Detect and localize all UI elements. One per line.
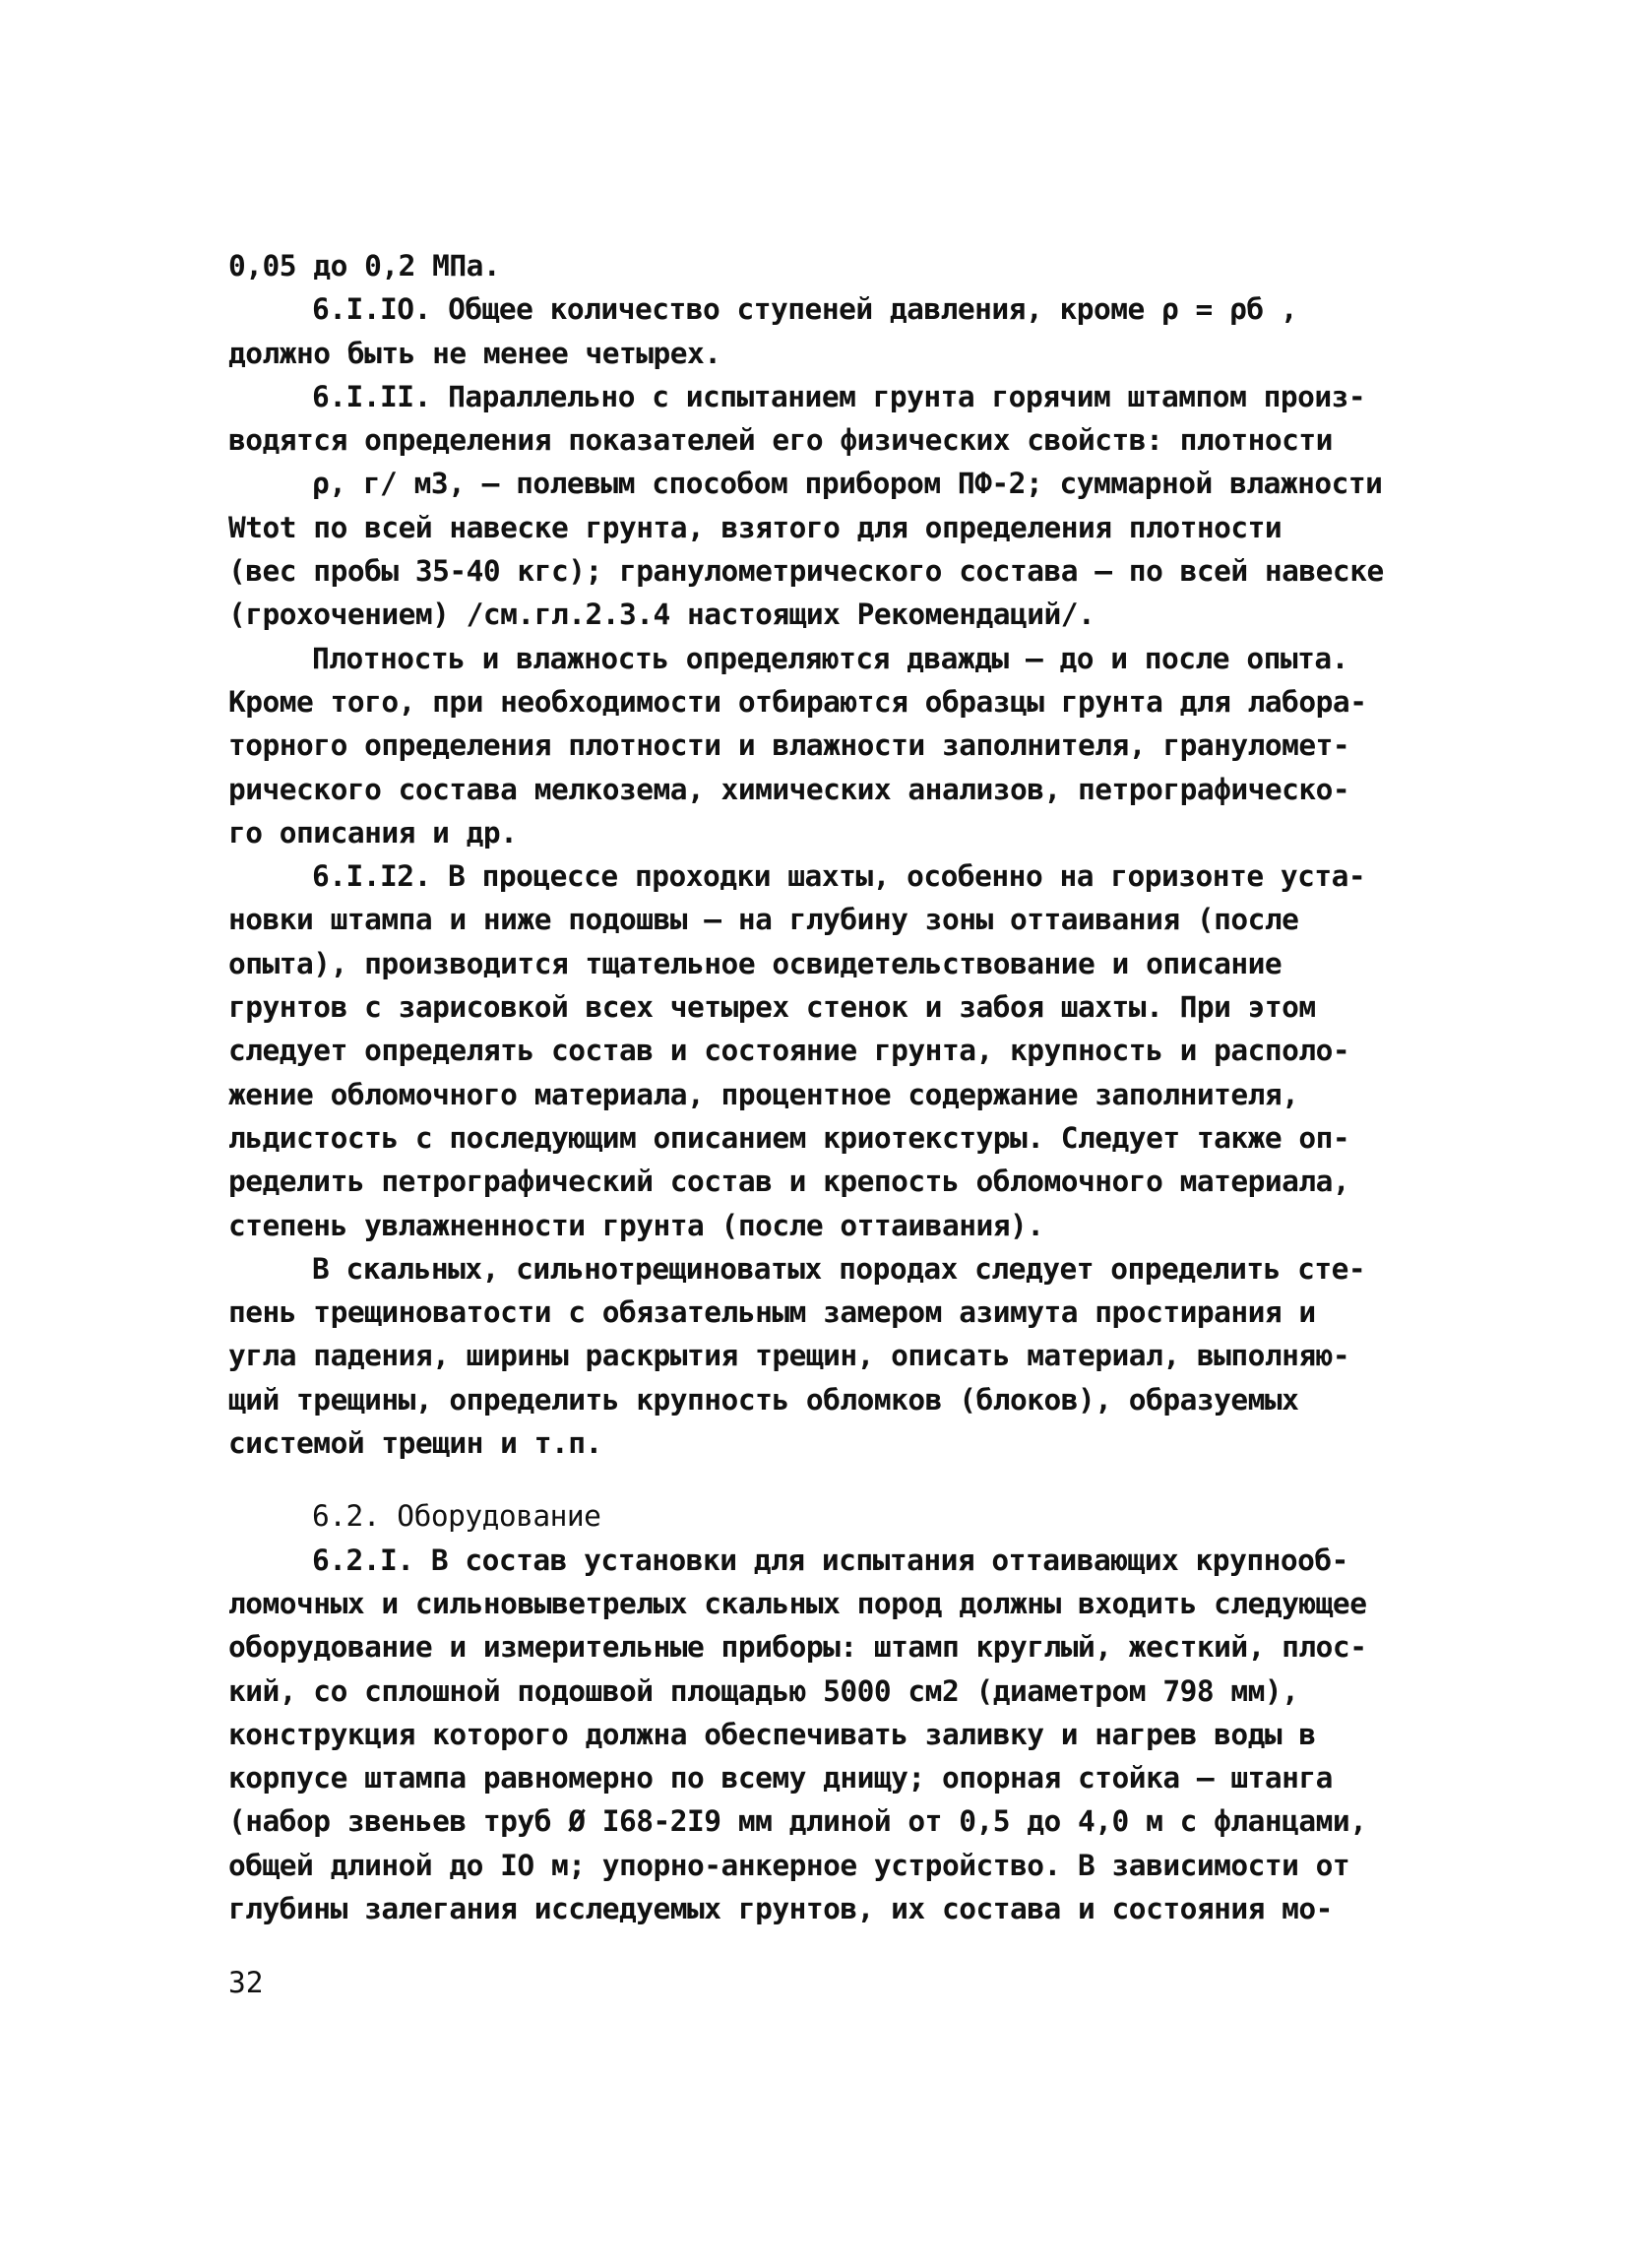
text-line: (набор звеньев труб Ø I68-2I9 мм длиной от 0,5 до 4,0 м с фланцами, (228, 1804, 1367, 1839)
text-line: 6.I.I2. В процессе проходки шахты, особенно на горизонте уста- (312, 859, 1366, 894)
text-line: рического состава мелкозема, химических анализов, петрографическо- (228, 772, 1350, 806)
text-line: жение обломочного материала, процентное содержание заполнителя, (228, 1077, 1299, 1111)
text-line: Кроме того, при необходимости отбираются образцы грунта для лабора- (228, 684, 1367, 719)
text-line: 6.I.II. Параллельно с испытанием грунта горячим штампом произ- (312, 379, 1366, 413)
text-line: системой трещин и т.п. (228, 1426, 602, 1461)
body-text (228, 244, 1419, 1930)
text-line: щий трещины, определить крупность обломков (блоков), образуемых (228, 1382, 1299, 1417)
text-line: следует определять состав и состояние грунта, крупность и располо- (228, 1034, 1350, 1068)
text-line: (грохочением) /см.гл.2.3.4 настоящих Рекомендаций/. (228, 598, 1095, 632)
text-line: угла падения, ширины раскрытия трещин, описать материал, выполняю- (228, 1339, 1350, 1373)
text-line: го описания и др. (228, 815, 518, 850)
text-line: ломочных и сильновыветрелых скальных пород должны входить следующее (228, 1586, 1367, 1620)
text-line: 6.2.I. В состав установки для испытания оттаивающих крупнооб- (312, 1543, 1348, 1577)
spacer (228, 1465, 1419, 1494)
text-line: пень трещиноватости с обязательным замером азимута простирания и (228, 1295, 1316, 1330)
text-line: 6.I.IO. Общее количество ступеней давления, кроме ρ = ρб , (312, 292, 1298, 327)
text-line: 0,05 до 0,2 МПа. (228, 249, 501, 283)
page-number: 32 (228, 1966, 264, 1999)
text-line: глубины залегания исследуемых грунтов, их состава и состояния мо- (228, 1891, 1333, 1925)
text-line: грунтов с зарисовкой всех четырех стенок и забоя шахты. При этом (228, 990, 1316, 1025)
text-line: новки штампа и ниже подошвы – на глубину зоны оттаивания (после (228, 903, 1299, 937)
text-line: (вес пробы 35-40 кгс); гранулометрического состава – по всей навеске (228, 554, 1384, 589)
text-line: ρ, г/ м3, – полевым способом прибором ПФ-2; суммарной влажности (312, 467, 1383, 501)
text-line: опыта), производится тщательное освидетельствование и описание (228, 946, 1283, 980)
text-line: Wtot по всей навеске грунта, взятого для определения плотности (228, 510, 1283, 544)
text-line: ределить петрографический состав и крепость обломочного материала, (228, 1165, 1350, 1199)
text-line: льдистость с последующим описанием криотекстуры. Следует также оп- (228, 1120, 1350, 1155)
text-line: степень увлажненности грунта (после оттаивания). (228, 1208, 1044, 1242)
text-line: торного определения плотности и влажности заполнителя, грануломет- (228, 728, 1350, 763)
text-line: кий, со сплошной подошвой площадью 5000 см2 (диаметром 798 мм), (228, 1673, 1299, 1708)
text-line: должно быть не менее четырех. (228, 336, 721, 370)
text-line: В скальных, сильнотрещиноватых породах следует определить сте- (312, 1251, 1366, 1286)
text-line: общей длиной до IO м; упорно-анкерное устройство. В зависимости от (228, 1848, 1350, 1882)
section-heading: 6.2. Оборудование (312, 1499, 601, 1534)
text-line: корпусе штампа равномерно по всему днищу; опорная стойка – штанга (228, 1761, 1333, 1796)
text-line: оборудование и измерительные приборы: штамп круглый, жесткий, плос- (228, 1630, 1367, 1665)
text-line: конструкция которого должна обеспечивать заливку и нагрев воды в (228, 1717, 1316, 1751)
text-line: Плотность и влажность определяются дважды – до и после опыта. (312, 641, 1348, 675)
text-line: водятся определения показателей его физических свойств: плотности (228, 423, 1333, 458)
